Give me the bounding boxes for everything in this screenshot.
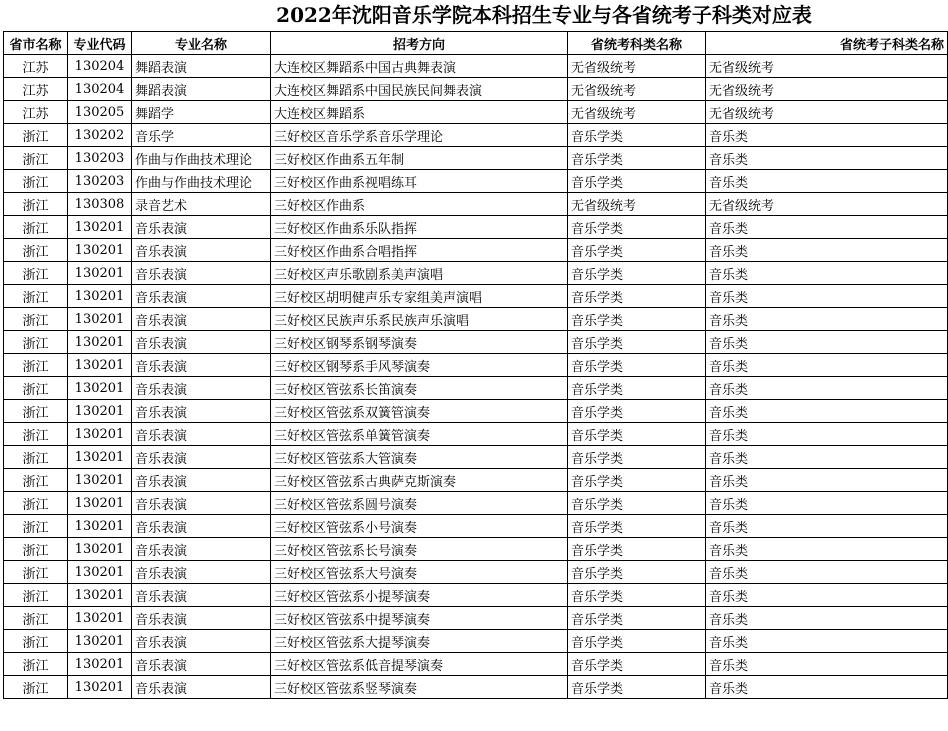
table-row — [4, 469, 948, 492]
exam-subcategory-cell: 音乐类 — [706, 308, 948, 331]
direction-cell: 三好校区作曲系合唱指挥 — [271, 239, 568, 262]
major-code-cell: 130205 — [68, 101, 132, 124]
table-row — [4, 193, 948, 216]
major-code-cell: 130201 — [68, 331, 132, 354]
major-name-cell: 音乐表演 — [132, 584, 271, 607]
province-cell: 浙江 — [4, 262, 68, 285]
exam-subcategory-cell: 音乐类 — [706, 676, 948, 699]
direction-cell: 三好校区管弦系单簧管演奏 — [271, 423, 568, 446]
province-cell: 浙江 — [4, 676, 68, 699]
major-code-cell: 130201 — [68, 653, 132, 676]
exam-category-cell: 无省级统考 — [568, 78, 706, 101]
exam-category-cell: 音乐学类 — [568, 607, 706, 630]
exam-category-cell: 音乐学类 — [568, 492, 706, 515]
direction-cell: 三好校区作曲系 — [271, 193, 568, 216]
header-direction: 招考方向 — [271, 32, 568, 55]
exam-category-cell: 无省级统考 — [568, 101, 706, 124]
exam-subcategory-cell: 音乐类 — [706, 216, 948, 239]
table-row — [4, 170, 948, 193]
major-name-cell: 音乐表演 — [132, 377, 271, 400]
major-code-cell: 130201 — [68, 492, 132, 515]
direction-cell: 三好校区管弦系长号演奏 — [271, 538, 568, 561]
direction-cell: 三好校区作曲系视唱练耳 — [271, 170, 568, 193]
direction-cell: 三好校区管弦系圆号演奏 — [271, 492, 568, 515]
major-name-cell: 音乐表演 — [132, 400, 271, 423]
table-row — [4, 400, 948, 423]
major-name-cell: 舞蹈表演 — [132, 55, 271, 78]
table-row — [4, 78, 948, 101]
table-row — [4, 561, 948, 584]
exam-subcategory-cell: 音乐类 — [706, 331, 948, 354]
table-row — [4, 331, 948, 354]
header-province: 省市名称 — [4, 32, 68, 55]
province-cell: 浙江 — [4, 170, 68, 193]
major-code-cell: 130203 — [68, 147, 132, 170]
table-row — [4, 101, 948, 124]
major-name-cell: 音乐表演 — [132, 607, 271, 630]
major-code-cell: 130201 — [68, 354, 132, 377]
direction-cell: 三好校区作曲系乐队指挥 — [271, 216, 568, 239]
exam-subcategory-cell: 音乐类 — [706, 653, 948, 676]
table-row — [4, 653, 948, 676]
exam-category-cell: 音乐学类 — [568, 630, 706, 653]
exam-category-cell: 音乐学类 — [568, 515, 706, 538]
exam-category-cell: 音乐学类 — [568, 331, 706, 354]
exam-category-cell: 音乐学类 — [568, 584, 706, 607]
major-code-cell: 130201 — [68, 538, 132, 561]
exam-category-cell: 音乐学类 — [568, 262, 706, 285]
table-row — [4, 607, 948, 630]
direction-cell: 三好校区管弦系低音提琴演奏 — [271, 653, 568, 676]
table-row — [4, 147, 948, 170]
exam-category-cell: 音乐学类 — [568, 170, 706, 193]
major-name-cell: 音乐表演 — [132, 308, 271, 331]
exam-subcategory-cell: 音乐类 — [706, 423, 948, 446]
major-name-cell: 音乐表演 — [132, 423, 271, 446]
major-name-cell: 舞蹈表演 — [132, 78, 271, 101]
province-cell: 浙江 — [4, 124, 68, 147]
major-name-cell: 作曲与作曲技术理论 — [132, 147, 271, 170]
major-code-cell: 130204 — [68, 78, 132, 101]
province-cell: 浙江 — [4, 584, 68, 607]
direction-cell: 三好校区管弦系大管演奏 — [271, 446, 568, 469]
exam-category-cell: 音乐学类 — [568, 400, 706, 423]
direction-cell: 三好校区钢琴系手风琴演奏 — [271, 354, 568, 377]
province-cell: 浙江 — [4, 630, 68, 653]
major-code-cell: 130201 — [68, 423, 132, 446]
major-name-cell: 音乐表演 — [132, 538, 271, 561]
direction-cell: 三好校区管弦系竖琴演奏 — [271, 676, 568, 699]
exam-subcategory-cell: 音乐类 — [706, 170, 948, 193]
exam-subcategory-cell: 音乐类 — [706, 354, 948, 377]
exam-subcategory-cell: 音乐类 — [706, 262, 948, 285]
major-code-cell: 130201 — [68, 400, 132, 423]
province-cell: 浙江 — [4, 331, 68, 354]
major-code-cell: 130201 — [68, 561, 132, 584]
exam-category-cell: 音乐学类 — [568, 469, 706, 492]
province-cell: 浙江 — [4, 354, 68, 377]
exam-subcategory-cell: 音乐类 — [706, 584, 948, 607]
direction-cell: 三好校区音乐学系音乐学理论 — [271, 124, 568, 147]
direction-cell: 大连校区舞蹈系中国古典舞表演 — [271, 55, 568, 78]
exam-subcategory-cell: 音乐类 — [706, 492, 948, 515]
major-name-cell: 作曲与作曲技术理论 — [132, 170, 271, 193]
exam-category-cell: 音乐学类 — [568, 538, 706, 561]
province-cell: 浙江 — [4, 423, 68, 446]
province-cell: 浙江 — [4, 515, 68, 538]
direction-cell: 三好校区管弦系长笛演奏 — [271, 377, 568, 400]
major-name-cell: 音乐表演 — [132, 239, 271, 262]
major-name-cell: 音乐学 — [132, 124, 271, 147]
province-cell: 江苏 — [4, 55, 68, 78]
province-cell: 浙江 — [4, 239, 68, 262]
exam-category-cell: 无省级统考 — [568, 55, 706, 78]
table-row — [4, 423, 948, 446]
exam-subcategory-cell: 音乐类 — [706, 446, 948, 469]
major-code-cell: 130201 — [68, 216, 132, 239]
direction-cell: 大连校区舞蹈系 — [271, 101, 568, 124]
exam-category-cell: 音乐学类 — [568, 676, 706, 699]
major-name-cell: 音乐表演 — [132, 492, 271, 515]
exam-subcategory-cell: 无省级统考 — [706, 101, 948, 124]
table-row — [4, 285, 948, 308]
major-name-cell: 音乐表演 — [132, 331, 271, 354]
major-name-cell: 音乐表演 — [132, 262, 271, 285]
exam-category-cell: 音乐学类 — [568, 354, 706, 377]
exam-subcategory-cell: 音乐类 — [706, 561, 948, 584]
table-header-row — [4, 32, 948, 55]
major-code-cell: 130201 — [68, 308, 132, 331]
exam-subcategory-cell: 音乐类 — [706, 607, 948, 630]
exam-subcategory-cell: 无省级统考 — [706, 78, 948, 101]
major-code-cell: 130201 — [68, 377, 132, 400]
province-cell: 浙江 — [4, 193, 68, 216]
major-code-cell: 130202 — [68, 124, 132, 147]
exam-subcategory-cell: 音乐类 — [706, 239, 948, 262]
province-cell: 浙江 — [4, 446, 68, 469]
exam-category-cell: 音乐学类 — [568, 285, 706, 308]
page-title: 2022年沈阳音乐学院本科招生专业与各省统考子科类对应表 — [276, 3, 812, 27]
exam-category-cell: 音乐学类 — [568, 147, 706, 170]
province-cell: 浙江 — [4, 285, 68, 308]
major-name-cell: 音乐表演 — [132, 630, 271, 653]
direction-cell: 三好校区管弦系小号演奏 — [271, 515, 568, 538]
direction-cell: 三好校区声乐歌剧系美声演唱 — [271, 262, 568, 285]
exam-category-cell: 无省级统考 — [568, 193, 706, 216]
exam-subcategory-cell: 音乐类 — [706, 147, 948, 170]
province-cell: 浙江 — [4, 653, 68, 676]
province-cell: 浙江 — [4, 469, 68, 492]
province-cell: 江苏 — [4, 101, 68, 124]
major-name-cell: 音乐表演 — [132, 285, 271, 308]
province-cell: 浙江 — [4, 216, 68, 239]
direction-cell: 三好校区管弦系双簧管演奏 — [271, 400, 568, 423]
direction-cell: 三好校区胡明健声乐专家组美声演唱 — [271, 285, 568, 308]
exam-category-cell: 音乐学类 — [568, 216, 706, 239]
header-exam-subcategory: 省统考子科类名称 — [706, 32, 948, 55]
direction-cell: 三好校区钢琴系钢琴演奏 — [271, 331, 568, 354]
major-name-cell: 音乐表演 — [132, 515, 271, 538]
table-row — [4, 584, 948, 607]
province-cell: 浙江 — [4, 147, 68, 170]
header-major-name: 专业名称 — [132, 32, 271, 55]
table-row — [4, 446, 948, 469]
table-row — [4, 538, 948, 561]
table-row — [4, 492, 948, 515]
direction-cell: 三好校区管弦系中提琴演奏 — [271, 607, 568, 630]
major-name-cell: 音乐表演 — [132, 354, 271, 377]
direction-cell: 大连校区舞蹈系中国民族民间舞表演 — [271, 78, 568, 101]
exam-category-cell: 音乐学类 — [568, 423, 706, 446]
major-code-cell: 130201 — [68, 239, 132, 262]
exam-subcategory-cell: 无省级统考 — [706, 193, 948, 216]
major-code-cell: 130201 — [68, 584, 132, 607]
province-cell: 浙江 — [4, 538, 68, 561]
province-cell: 浙江 — [4, 607, 68, 630]
exam-subcategory-cell: 音乐类 — [706, 377, 948, 400]
exam-category-cell: 音乐学类 — [568, 377, 706, 400]
province-cell: 浙江 — [4, 308, 68, 331]
major-name-cell: 音乐表演 — [132, 653, 271, 676]
province-cell: 江苏 — [4, 78, 68, 101]
direction-cell: 三好校区管弦系小提琴演奏 — [271, 584, 568, 607]
major-code-cell: 130201 — [68, 469, 132, 492]
table-row — [4, 124, 948, 147]
major-code-cell: 130201 — [68, 676, 132, 699]
table-row — [4, 216, 948, 239]
province-cell: 浙江 — [4, 377, 68, 400]
table-row — [4, 630, 948, 653]
exam-category-cell: 音乐学类 — [568, 239, 706, 262]
table-row — [4, 676, 948, 699]
exam-subcategory-cell: 音乐类 — [706, 469, 948, 492]
major-code-cell: 130201 — [68, 262, 132, 285]
major-code-cell: 130201 — [68, 285, 132, 308]
exam-subcategory-cell: 无省级统考 — [706, 55, 948, 78]
direction-cell: 三好校区作曲系五年制 — [271, 147, 568, 170]
direction-cell: 三好校区管弦系大提琴演奏 — [271, 630, 568, 653]
table-row — [4, 55, 948, 78]
exam-category-cell: 音乐学类 — [568, 308, 706, 331]
major-code-cell: 130204 — [68, 55, 132, 78]
major-code-cell: 130201 — [68, 446, 132, 469]
table-row — [4, 377, 948, 400]
major-name-cell: 录音艺术 — [132, 193, 271, 216]
province-cell: 浙江 — [4, 561, 68, 584]
exam-category-cell: 音乐学类 — [568, 653, 706, 676]
table-row — [4, 308, 948, 331]
major-name-cell: 音乐表演 — [132, 216, 271, 239]
province-cell: 浙江 — [4, 400, 68, 423]
direction-cell: 三好校区民族声乐系民族声乐演唱 — [271, 308, 568, 331]
header-major-code: 专业代码 — [68, 32, 132, 55]
major-code-cell: 130201 — [68, 630, 132, 653]
exam-category-cell: 音乐学类 — [568, 561, 706, 584]
header-exam-category: 省统考科类名称 — [568, 32, 706, 55]
table-body — [4, 55, 948, 699]
direction-cell: 三好校区管弦系大号演奏 — [271, 561, 568, 584]
table-row — [4, 515, 948, 538]
exam-subcategory-cell: 音乐类 — [706, 124, 948, 147]
exam-subcategory-cell: 音乐类 — [706, 630, 948, 653]
major-name-cell: 音乐表演 — [132, 561, 271, 584]
exam-subcategory-cell: 音乐类 — [706, 400, 948, 423]
exam-category-cell: 音乐学类 — [568, 446, 706, 469]
major-name-cell: 音乐表演 — [132, 676, 271, 699]
major-name-cell: 音乐表演 — [132, 469, 271, 492]
table-row — [4, 239, 948, 262]
direction-cell: 三好校区管弦系古典萨克斯演奏 — [271, 469, 568, 492]
major-name-cell: 舞蹈学 — [132, 101, 271, 124]
major-name-cell: 音乐表演 — [132, 446, 271, 469]
exam-category-cell: 音乐学类 — [568, 124, 706, 147]
major-code-cell: 130201 — [68, 607, 132, 630]
exam-subcategory-cell: 音乐类 — [706, 515, 948, 538]
province-cell: 浙江 — [4, 492, 68, 515]
enrollment-table — [3, 31, 948, 699]
major-code-cell: 130308 — [68, 193, 132, 216]
exam-subcategory-cell: 音乐类 — [706, 285, 948, 308]
table-row — [4, 354, 948, 377]
major-code-cell: 130201 — [68, 515, 132, 538]
table-row — [4, 262, 948, 285]
major-code-cell: 130203 — [68, 170, 132, 193]
exam-subcategory-cell: 音乐类 — [706, 538, 948, 561]
